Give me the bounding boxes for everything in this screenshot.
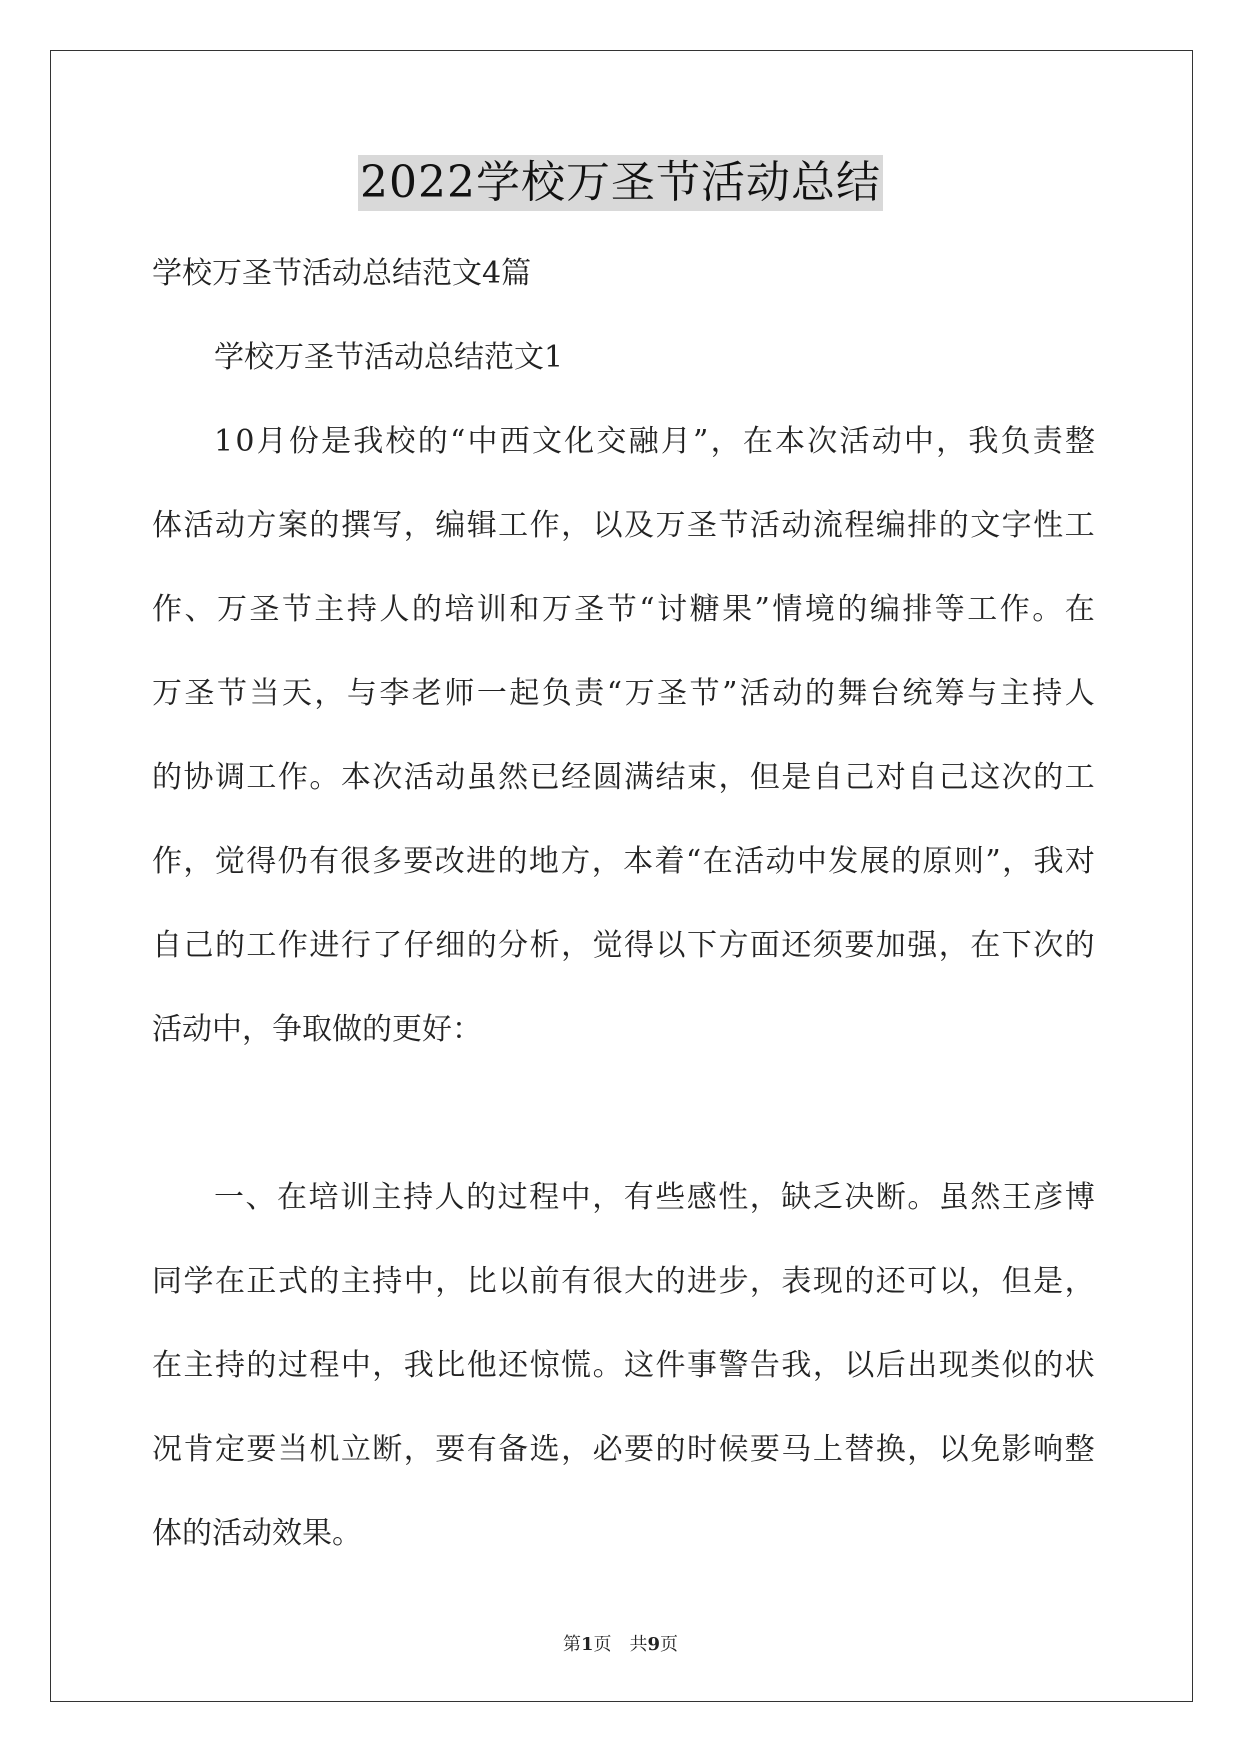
title-container — [0, 155, 1241, 211]
footer-suffix: 页 — [660, 1634, 679, 1655]
paragraph-line: 一 、 在 培 训 主 持 人 的 过 程 中 ， 有 些 感 性 ， 缺 乏 决 断 。 虽 然 王 彦 博 — [214, 1180, 1095, 1215]
paragraph-line: 体 活 动 方 案 的 撰 写 ， 编 辑 工 作 ， 以 及 万 圣 节 活 动 流 程 编 排 的 文 字 性 工 — [152, 508, 1095, 543]
paragraph-line: 1 0 月 份 是 我 校 的 “ 中 西 文 化 交 融 月 ” ， 在 本 次 活 动 中 ， 我 负 责 整 — [214, 424, 1095, 459]
paragraph-line: 自 己 的 工 作 进 行 了 仔 细 的 分 析 ， 觉 得 以 下 方 面 还 须 要 加 强 ， 在 下 次 的 — [152, 928, 1095, 963]
paragraph-line: 况 肯 定 要 当 机 立 断 ， 要 有 备 选 ， 必 要 的 时 候 要 马 上 替 换 ， 以 免 影 响 整 — [152, 1432, 1095, 1467]
footer-current-page: 1 — [580, 1634, 594, 1655]
footer-total-pages: 9 — [647, 1634, 661, 1655]
document-body — [152, 232, 1095, 1576]
subtitle: 学校万圣节活动总结范文4篇 — [152, 256, 532, 291]
paragraph-line: 的 协 调 工 作 。 本 次 活 动 虽 然 已 经 圆 满 结 束 ， 但 是 自 己 对 自 己 这 次 的 工 — [152, 760, 1095, 795]
footer-mid: 页 共 — [593, 1634, 648, 1655]
section-heading: 学校万圣节活动总结范文1 — [214, 340, 564, 375]
paragraph-2 — [152, 1156, 1095, 1576]
document-title: 2022学校万圣节活动总结 — [358, 155, 883, 211]
paragraph-line: 同 学 在 正 式 的 主 持 中 ， 比 以 前 有 很 大 的 进 步 ， 表 现 的 还 可 以 ， 但 是 ， — [152, 1264, 1095, 1299]
paragraph-1 — [152, 400, 1095, 1072]
page-footer — [0, 1630, 1241, 1656]
paragraph-line: 作 、 万 圣 节 主 持 人 的 培 训 和 万 圣 节 “ 讨 糖 果 ” 情 境 的 编 排 等 工 作 。 在 — [152, 592, 1095, 627]
paragraph-line: 活动中，争取做的更好： — [152, 1012, 482, 1047]
paragraph-line: 在 主 持 的 过 程 中 ， 我 比 他 还 惊 慌 。 这 件 事 警 告 我 ， 以 后 出 现 类 似 的 状 — [152, 1348, 1095, 1383]
paragraph-line: 体的活动效果。 — [152, 1516, 362, 1551]
paragraph-line: 作 ， 觉 得 仍 有 很 多 要 改 进 的 地 方 ， 本 着 “ 在 活 动 中 发 展 的 原 则 ” ， 我 对 — [152, 844, 1095, 879]
paragraph-gap — [152, 1072, 1095, 1156]
paragraph-line: 万 圣 节 当 天 ， 与 李 老 师 一 起 负 责 “ 万 圣 节 ” 活 动 的 舞 台 统 筹 与 主 持 人 — [152, 676, 1095, 711]
footer-prefix: 第 — [562, 1634, 581, 1655]
